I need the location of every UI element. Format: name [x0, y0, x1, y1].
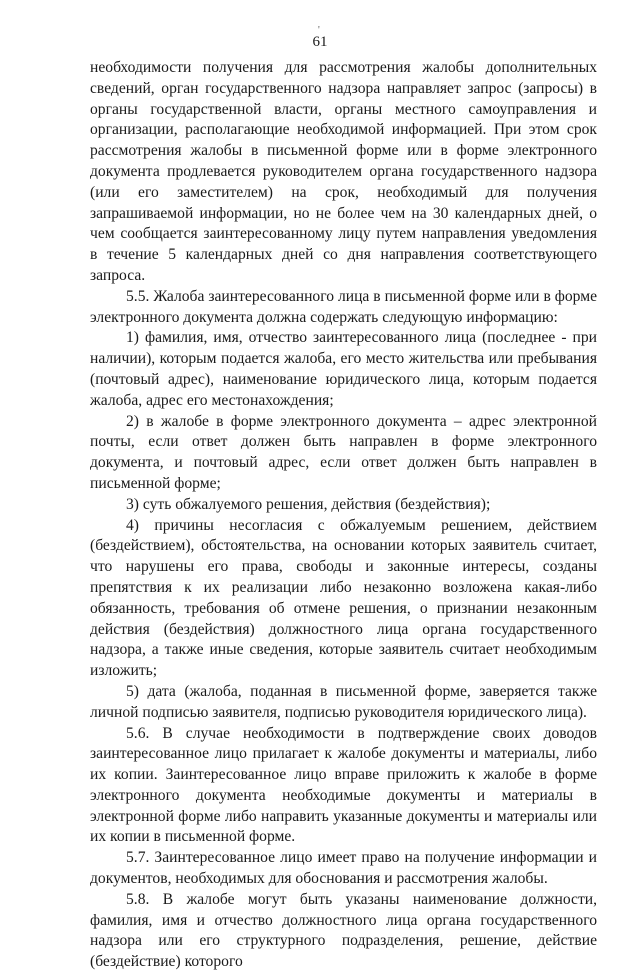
page-number: 61 [312, 34, 328, 50]
scan-mark: ' [318, 25, 320, 36]
paragraph-5-5: 5.5. Жалоба заинтересованного лица в письменной форме или в форме электронного документа должна содержать следующую информацию: [90, 287, 597, 326]
body-text [90, 58, 597, 973]
paragraph-5-8: 5.8. В жалобе могут быть указаны наименование должности, фамилия, имя и отчество должностного лица органа государственного надзора или его структурного подразделения, решение, действие (бездействие) которого [90, 890, 597, 971]
list-item-5: 5) дата (жалоба, поданная в письменной форме, заверяется также личной подписью заявителя, подписью руководителя юридического лица). [90, 682, 597, 721]
paragraph-continuation: необходимости получения для рассмотрения жалобы дополнительных сведений, орган государственного надзора направляет запрос (запросы) в органы государственной власти, органы местного самоуправления и организации, располагающие необходимой информацией. При этом срок рассмотрения жалобы в письменной форме или в форме электронного документа продлевается руководителем органа государственного надзора (или его заместителем) на срок, необходимый для получения запрашиваемой информации, но не более чем на 30 календарных дней, о чем сообщается заинтересованному лицу путем направления уведомления в течение 5 календарных дней со дня направления соответствующего запроса. [90, 59, 597, 284]
list-item-4: 4) причины несогласия с обжалуемым решением, действием (бездействием), обстоятельства, на основании которых заявитель считает, что нарушены его права, свободы и законные интересы, созданы препятствия к их реализации либо незаконно возложена какая-либо обязанность, требования об отмене решения, о признании незаконным действия (бездействия) должностного лица органа государственного надзора, а также иные сведения, которые заявитель считает необходимым изложить; [90, 516, 597, 680]
list-item-3: 3) суть обжалуемого решения, действия (бездействия); [126, 495, 491, 513]
paragraph-5-6: 5.6. В случае необходимости в подтверждение своих доводов заинтересованное лицо прилагает к жалобе документы и материалы, либо их копии. Заинтересованное лицо вправе приложить к жалобе в форме электронного документа необходимые документы и материалы в электронной форме либо направить указанные документы и материалы или их копии в письменной форме. [90, 724, 597, 846]
list-item-1: 1) фамилия, имя, отчество заинтересованного лица (последнее - при наличии), которым подается жалоба, его место жительства или пребывания (почтовый адрес), наименование юридического лица, которым подается жалоба, адрес его местонахождения; [90, 329, 597, 409]
list-item-2: 2) в жалобе в форме электронного документа – адрес электронной почты, если ответ должен быть направлен в форме электронного документа, и почтовый адрес, если ответ должен быть направлен в письменной форме; [90, 412, 597, 492]
paragraph-5-7: 5.7. Заинтересованное лицо имеет право на получение информации и документов, необходимых для обоснования и рассмотрения жалобы. [90, 849, 597, 888]
